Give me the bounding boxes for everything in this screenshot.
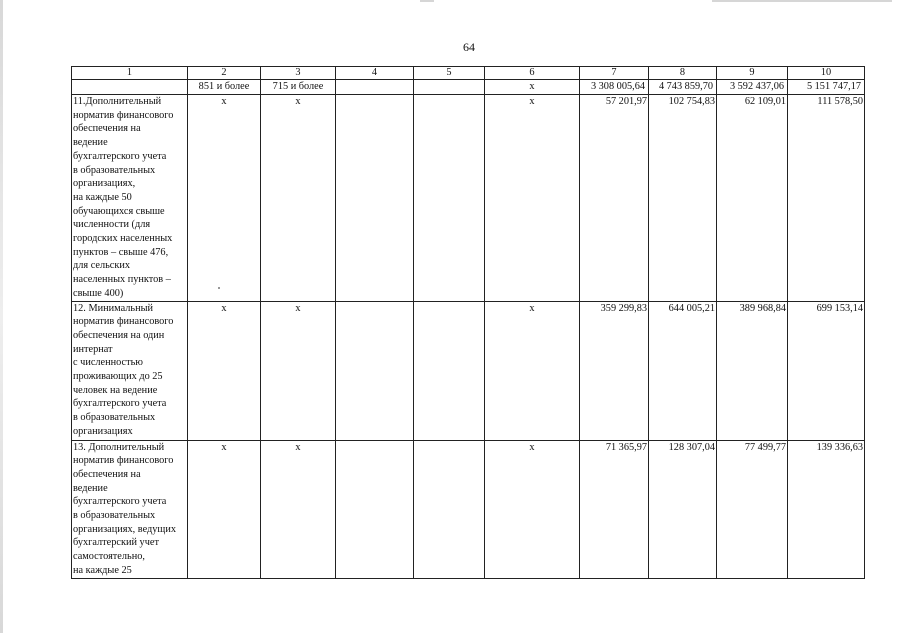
- cell-col10: 139 336,63: [788, 440, 865, 578]
- table-row: [72, 95, 865, 302]
- threshold-row: [72, 80, 865, 95]
- description-line: на каждые 50: [73, 191, 132, 203]
- description-line: обеспечения на: [73, 123, 141, 135]
- cell-col10: 699 153,14: [788, 301, 865, 440]
- row-description: [72, 301, 188, 440]
- description-line: бухгалтерского учета: [73, 150, 167, 162]
- column-header: 5: [414, 67, 485, 80]
- cell-col6: x: [485, 301, 580, 440]
- description-line: организациях: [73, 425, 133, 437]
- description-line: бухгалтерского учета: [73, 496, 167, 508]
- cell-col4: [336, 440, 414, 578]
- subheader-cell: 5 151 747,17: [788, 80, 865, 95]
- column-header: 3: [261, 67, 336, 80]
- description-line: численности (для: [73, 219, 151, 231]
- description-line: организациях,: [73, 178, 136, 190]
- row-description: [72, 440, 188, 578]
- description-line: в образовательных: [73, 164, 156, 176]
- description-line: организациях, ведущих: [73, 523, 177, 535]
- cell-col7: 57 201,97: [580, 95, 649, 302]
- cell-col7: 71 365,97: [580, 440, 649, 578]
- description-line: 12. Минимальный: [73, 302, 154, 314]
- description-line: пунктов – свыше 476,: [73, 246, 169, 258]
- column-header: 4: [336, 67, 414, 80]
- scan-left-edge: [0, 0, 3, 633]
- subheader-cell: 715 и более: [261, 80, 336, 95]
- data-table: [71, 66, 865, 579]
- cell-col9: 77 499,77: [717, 440, 788, 578]
- description-line: с численностью: [73, 357, 143, 369]
- description-line: ведение: [73, 482, 108, 494]
- cell-col10: 111 578,50: [788, 95, 865, 302]
- column-header: 1: [72, 67, 188, 80]
- column-header: 10: [788, 67, 865, 80]
- description-line: 13. Дополнительный: [73, 441, 165, 453]
- column-header: 9: [717, 67, 788, 80]
- cell-col8: 128 307,04: [649, 440, 717, 578]
- subheader-cell: 3 592 437,06: [717, 80, 788, 95]
- description-line: обеспечения на один: [73, 329, 165, 341]
- description-line: на каждые 25: [73, 564, 132, 576]
- column-number-row: [72, 67, 865, 80]
- description-line: интернат: [73, 343, 113, 355]
- description-line: свыше 400): [73, 287, 124, 299]
- description-line: обеспечения на: [73, 468, 141, 480]
- subheader-cell: x: [485, 80, 580, 95]
- scan-speck: [218, 287, 220, 289]
- description-line: норматив финансового: [73, 455, 174, 467]
- column-header: 2: [188, 67, 261, 80]
- scan-artifact: [420, 0, 434, 2]
- description-line: бухгалтерского учета: [73, 398, 167, 410]
- cell-col3: x: [261, 95, 336, 302]
- description-line: городских населенных: [73, 233, 173, 245]
- cell-col9: 389 968,84: [717, 301, 788, 440]
- description-line: норматив финансового: [73, 109, 174, 121]
- cell-col5: [414, 301, 485, 440]
- subheader-cell: [72, 80, 188, 95]
- subheader-cell: [336, 80, 414, 95]
- description-line: проживающих до 25: [73, 371, 163, 383]
- subheader-cell: [414, 80, 485, 95]
- cell-col4: [336, 301, 414, 440]
- description-line: норматив финансового: [73, 316, 174, 328]
- cell-col8: 644 005,21: [649, 301, 717, 440]
- description-line: ведение: [73, 137, 108, 149]
- cell-col3: x: [261, 440, 336, 578]
- cell-col5: [414, 95, 485, 302]
- description-line: человек на ведение: [73, 384, 158, 396]
- description-line: самостоятельно,: [73, 551, 145, 563]
- cell-col3: x: [261, 301, 336, 440]
- row-description: [72, 95, 188, 302]
- cell-col6: x: [485, 440, 580, 578]
- page-number: 64: [463, 40, 475, 54]
- description-line: в образовательных: [73, 510, 156, 522]
- cell-col2: x: [188, 301, 261, 440]
- cell-col2: x: [188, 440, 261, 578]
- description-line: обучающихся свыше: [73, 205, 165, 217]
- cell-col2: x: [188, 95, 261, 302]
- description-line: 11.Дополнительный: [73, 96, 162, 107]
- subheader-cell: 851 и более: [188, 80, 261, 95]
- description-line: в образовательных: [73, 412, 156, 424]
- table-row: [72, 301, 865, 440]
- cell-col7: 359 299,83: [580, 301, 649, 440]
- description-line: населенных пунктов –: [73, 274, 171, 286]
- column-header: 8: [649, 67, 717, 80]
- subheader-cell: 4 743 859,70: [649, 80, 717, 95]
- cell-col8: 102 754,83: [649, 95, 717, 302]
- column-header: 7: [580, 67, 649, 80]
- cell-col5: [414, 440, 485, 578]
- cell-col4: [336, 95, 414, 302]
- table-row: [72, 440, 865, 578]
- subheader-cell: 3 308 005,64: [580, 80, 649, 95]
- column-header: 6: [485, 67, 580, 80]
- cell-col6: x: [485, 95, 580, 302]
- scan-artifact: [712, 0, 892, 2]
- description-line: для сельских: [73, 260, 131, 272]
- description-line: бухгалтерский учет: [73, 537, 159, 549]
- cell-col9: 62 109,01: [717, 95, 788, 302]
